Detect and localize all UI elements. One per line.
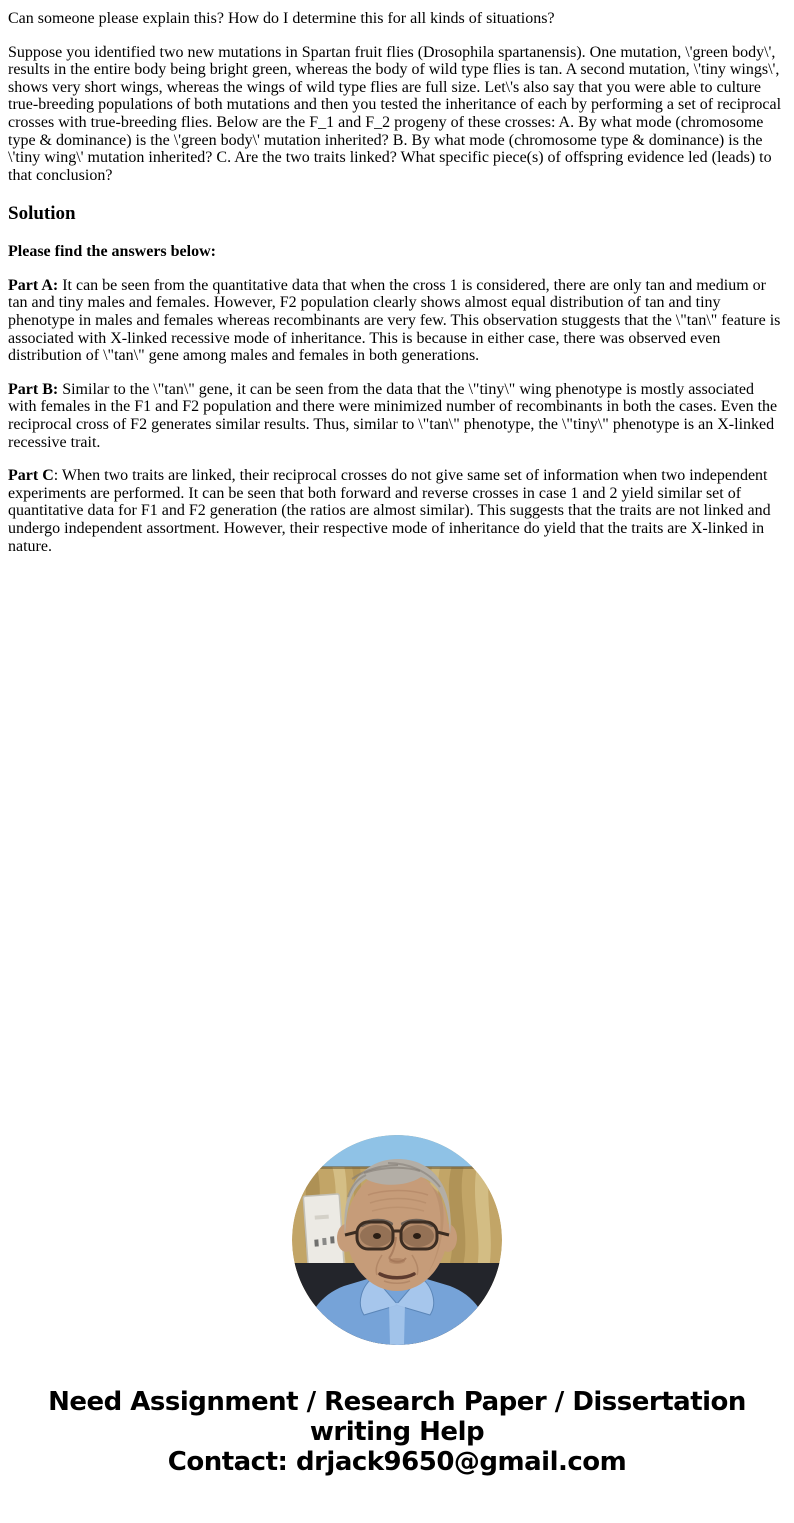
part-c-label: Part C	[8, 467, 54, 485]
person-photo-graphic	[292, 1135, 502, 1345]
part-b-label: Part B:	[8, 380, 59, 398]
part-a-label: Part A:	[8, 276, 59, 294]
promo-footer	[8, 1387, 786, 1503]
tutor-avatar	[8, 1135, 786, 1345]
promo-help-line1: Need Assignment / Research Paper / Dissertation	[48, 1387, 746, 1418]
part-b-text: Similar to the \"tan\" gene, it can be seen from the data that the \"tiny\" wing phenotype is mostly associated with females in the F1 and F2 population and there were minimized number of recombinants in both the cases. Even the reciprocal cross of F2 generates similar results. Thus, similar to \"tan\" phenotype, the \"tiny\" phenotype is an X-linked recessive trait.	[8, 380, 778, 451]
promo-contact: Contact: drjack9650@gmail.com	[167, 1447, 627, 1478]
part-c-paragraph	[8, 467, 786, 555]
answers-intro: Please find the answers below:	[8, 243, 216, 261]
question-intro: Can someone please explain this? How do I determine this for all kinds of situations?	[8, 10, 555, 27]
part-b-paragraph	[8, 381, 786, 451]
promo-help-line2: writing Help	[309, 1417, 485, 1448]
part-a-text: It can be seen from the quantitative data that when the cross 1 is considered, there are only tan and medium or tan and tiny males and females. However, F2 population clearly shows almost equal distribution of tan and tiny phenotype in males and females whereas recombinants are very few. This observation stuggests that the \"tan\" feature is associated with X-linked recessive mode of inheritance. This is because in either case, there was observed even distribution of \"tan\" gene among males and females in both generations.	[8, 276, 781, 365]
person-photo	[292, 1135, 502, 1345]
part-c-text: : When two traits are linked, their reciprocal crosses do not give same set of information when two independent experiments are performed. It can be seen that both forward and reverse crosses in case 1 and 2 yield similar set of quantitative data for F1 and F2 generation (the ratios are almost similar). This suggests that the traits are not linked and undergo independent assortment. However, their respective mode of inheritance do yield that the traits are X-linked in nature.	[8, 467, 771, 555]
solution-heading: Solution	[8, 203, 76, 225]
part-a-paragraph	[8, 277, 786, 365]
question-body: Suppose you identified two new mutations in Spartan fruit flies (Drosophila spartanensis). One mutation, \'green body\', results in the entire body being bright green, whereas the body of wild type flies is tan. A second mutation, \'tiny wings\', shows very short wings, whereas the wings of wild type flies are full size. Let\'s also say that you were able to culture true-breeding populations of both mutations and then you tested the inheritance of each by performing a set of reciprocal crosses with true-breeding flies. Below are the F_1 and F_2 progeny of these crosses: A. By what mode (chromosome type & dominance) is the \'green body\' mutation inherited? B. By what mode (chromosome type & dominance) is the \'tiny wing\' mutation inherited? C. Are the two traits linked? What specific piece(s) of offspring evidence led (leads) to that conclusion?	[8, 43, 782, 184]
